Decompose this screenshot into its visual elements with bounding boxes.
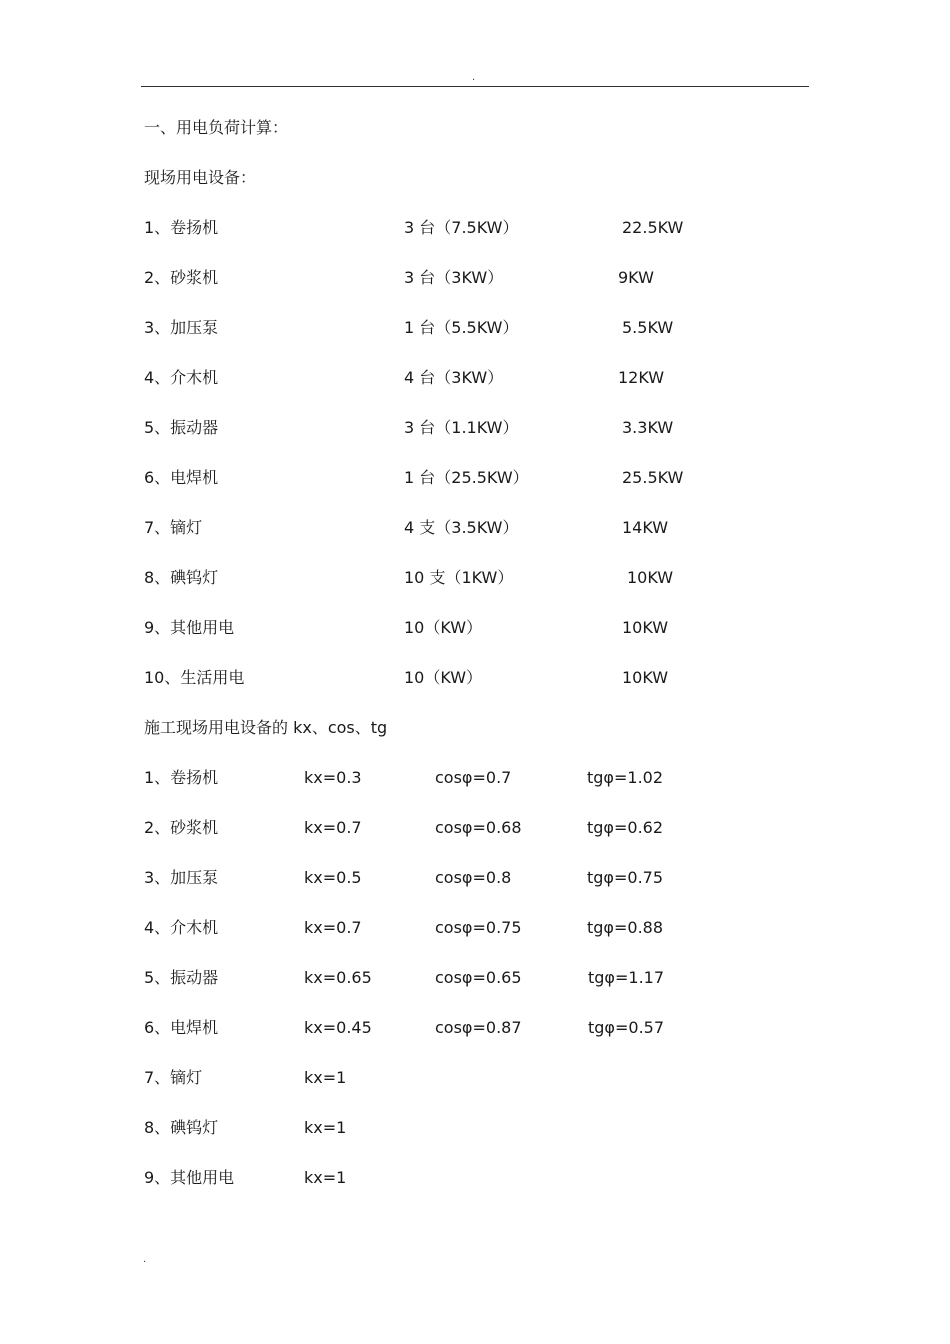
equipment-total: 3.3KW <box>622 418 674 437</box>
factor-row <box>0 866 950 890</box>
equipment-row <box>0 366 950 390</box>
equipment-name: 4、介木机 <box>144 368 219 387</box>
factor-equipment-name: 5、振动器 <box>144 968 219 987</box>
factor-kx: kx=0.5 <box>304 868 362 887</box>
factor-tg: tgφ=0.57 <box>588 1018 665 1037</box>
equipment-quantity: 10（KW） <box>404 618 483 637</box>
equipment-quantity: 10（KW） <box>404 668 483 687</box>
factor-equipment-name: 1、卷扬机 <box>144 768 219 787</box>
equipment-row <box>0 666 950 690</box>
equipment-heading: 现场用电设备： <box>144 168 257 187</box>
factors-heading: 施工现场用电设备的 kx、cos、tg <box>144 718 388 737</box>
equipment-row <box>0 616 950 640</box>
equipment-quantity: 1 台（25.5KW） <box>404 468 529 487</box>
factor-kx: kx=1 <box>304 1118 347 1137</box>
equipment-name: 3、加压泵 <box>144 318 219 337</box>
factor-kx: kx=0.3 <box>304 768 362 787</box>
factor-equipment-name: 9、其他用电 <box>144 1168 235 1187</box>
section-title: 一、用电负荷计算： <box>144 118 289 137</box>
factor-tg: tgφ=0.62 <box>587 818 664 837</box>
factor-kx: kx=1 <box>304 1168 347 1187</box>
factor-cos: cosφ=0.65 <box>435 968 522 987</box>
equipment-name: 2、砂浆机 <box>144 268 219 287</box>
equipment-total: 10KW <box>622 668 669 687</box>
factor-row <box>0 1116 950 1140</box>
equipment-name: 10、生活用电 <box>144 668 245 687</box>
factor-kx: kx=1 <box>304 1068 347 1087</box>
equipment-quantity: 3 台（7.5KW） <box>404 218 519 237</box>
section-title-line <box>0 116 950 140</box>
factor-tg: tgφ=0.88 <box>587 918 664 937</box>
factor-equipment-name: 2、砂浆机 <box>144 818 219 837</box>
equipment-row <box>0 416 950 440</box>
factor-cos: cosφ=0.75 <box>435 918 522 937</box>
factor-tg: tgφ=1.02 <box>587 768 664 787</box>
equipment-row <box>0 516 950 540</box>
factor-tg: tgφ=0.75 <box>587 868 664 887</box>
factor-row <box>0 966 950 990</box>
factors-heading-line <box>0 716 950 740</box>
factor-equipment-name: 7、镝灯 <box>144 1068 203 1087</box>
factor-cos: cosφ=0.87 <box>435 1018 522 1037</box>
equipment-name: 9、其他用电 <box>144 618 235 637</box>
factor-cos: cosφ=0.68 <box>435 818 522 837</box>
equipment-quantity: 3 台（3KW） <box>404 268 504 287</box>
factor-equipment-name: 3、加压泵 <box>144 868 219 887</box>
factor-cos: cosφ=0.7 <box>435 768 512 787</box>
equipment-row <box>0 266 950 290</box>
factor-cos: cosφ=0.8 <box>435 868 512 887</box>
factor-kx: kx=0.65 <box>304 968 372 987</box>
equipment-row <box>0 316 950 340</box>
equipment-name: 8、碘钨灯 <box>144 568 219 587</box>
equipment-quantity: 3 台（1.1KW） <box>404 418 519 437</box>
equipment-row <box>0 466 950 490</box>
factor-kx: kx=0.7 <box>304 918 362 937</box>
equipment-total: 14KW <box>622 518 669 537</box>
factor-row <box>0 1016 950 1040</box>
factor-row <box>0 816 950 840</box>
equipment-heading-line <box>0 166 950 190</box>
equipment-name: 5、振动器 <box>144 418 219 437</box>
equipment-total: 9KW <box>618 268 654 287</box>
equipment-row <box>0 566 950 590</box>
footer-mark: . <box>143 1254 147 1265</box>
factor-row <box>0 1066 950 1090</box>
factor-row <box>0 766 950 790</box>
factor-row <box>0 916 950 940</box>
equipment-quantity: 4 支（3.5KW） <box>404 518 519 537</box>
equipment-name: 7、镝灯 <box>144 518 203 537</box>
factor-kx: kx=0.45 <box>304 1018 372 1037</box>
equipment-quantity: 4 台（3KW） <box>404 368 504 387</box>
factor-equipment-name: 6、电焊机 <box>144 1018 219 1037</box>
factor-kx: kx=0.7 <box>304 818 362 837</box>
equipment-total: 12KW <box>618 368 665 387</box>
factor-tg: tgφ=1.17 <box>588 968 665 987</box>
equipment-quantity: 10 支（1KW） <box>404 568 514 587</box>
equipment-total: 22.5KW <box>622 218 684 237</box>
factor-equipment-name: 8、碘钨灯 <box>144 1118 219 1137</box>
equipment-name: 6、电焊机 <box>144 468 219 487</box>
equipment-total: 5.5KW <box>622 318 674 337</box>
factor-equipment-name: 4、介木机 <box>144 918 219 937</box>
equipment-name: 1、卷扬机 <box>144 218 219 237</box>
header-rule <box>141 86 809 87</box>
equipment-total: 10KW <box>627 568 674 587</box>
header-mark: . <box>472 72 476 83</box>
equipment-quantity: 1 台（5.5KW） <box>404 318 519 337</box>
equipment-total: 10KW <box>622 618 669 637</box>
equipment-row <box>0 216 950 240</box>
equipment-total: 25.5KW <box>622 468 684 487</box>
factor-row <box>0 1166 950 1190</box>
